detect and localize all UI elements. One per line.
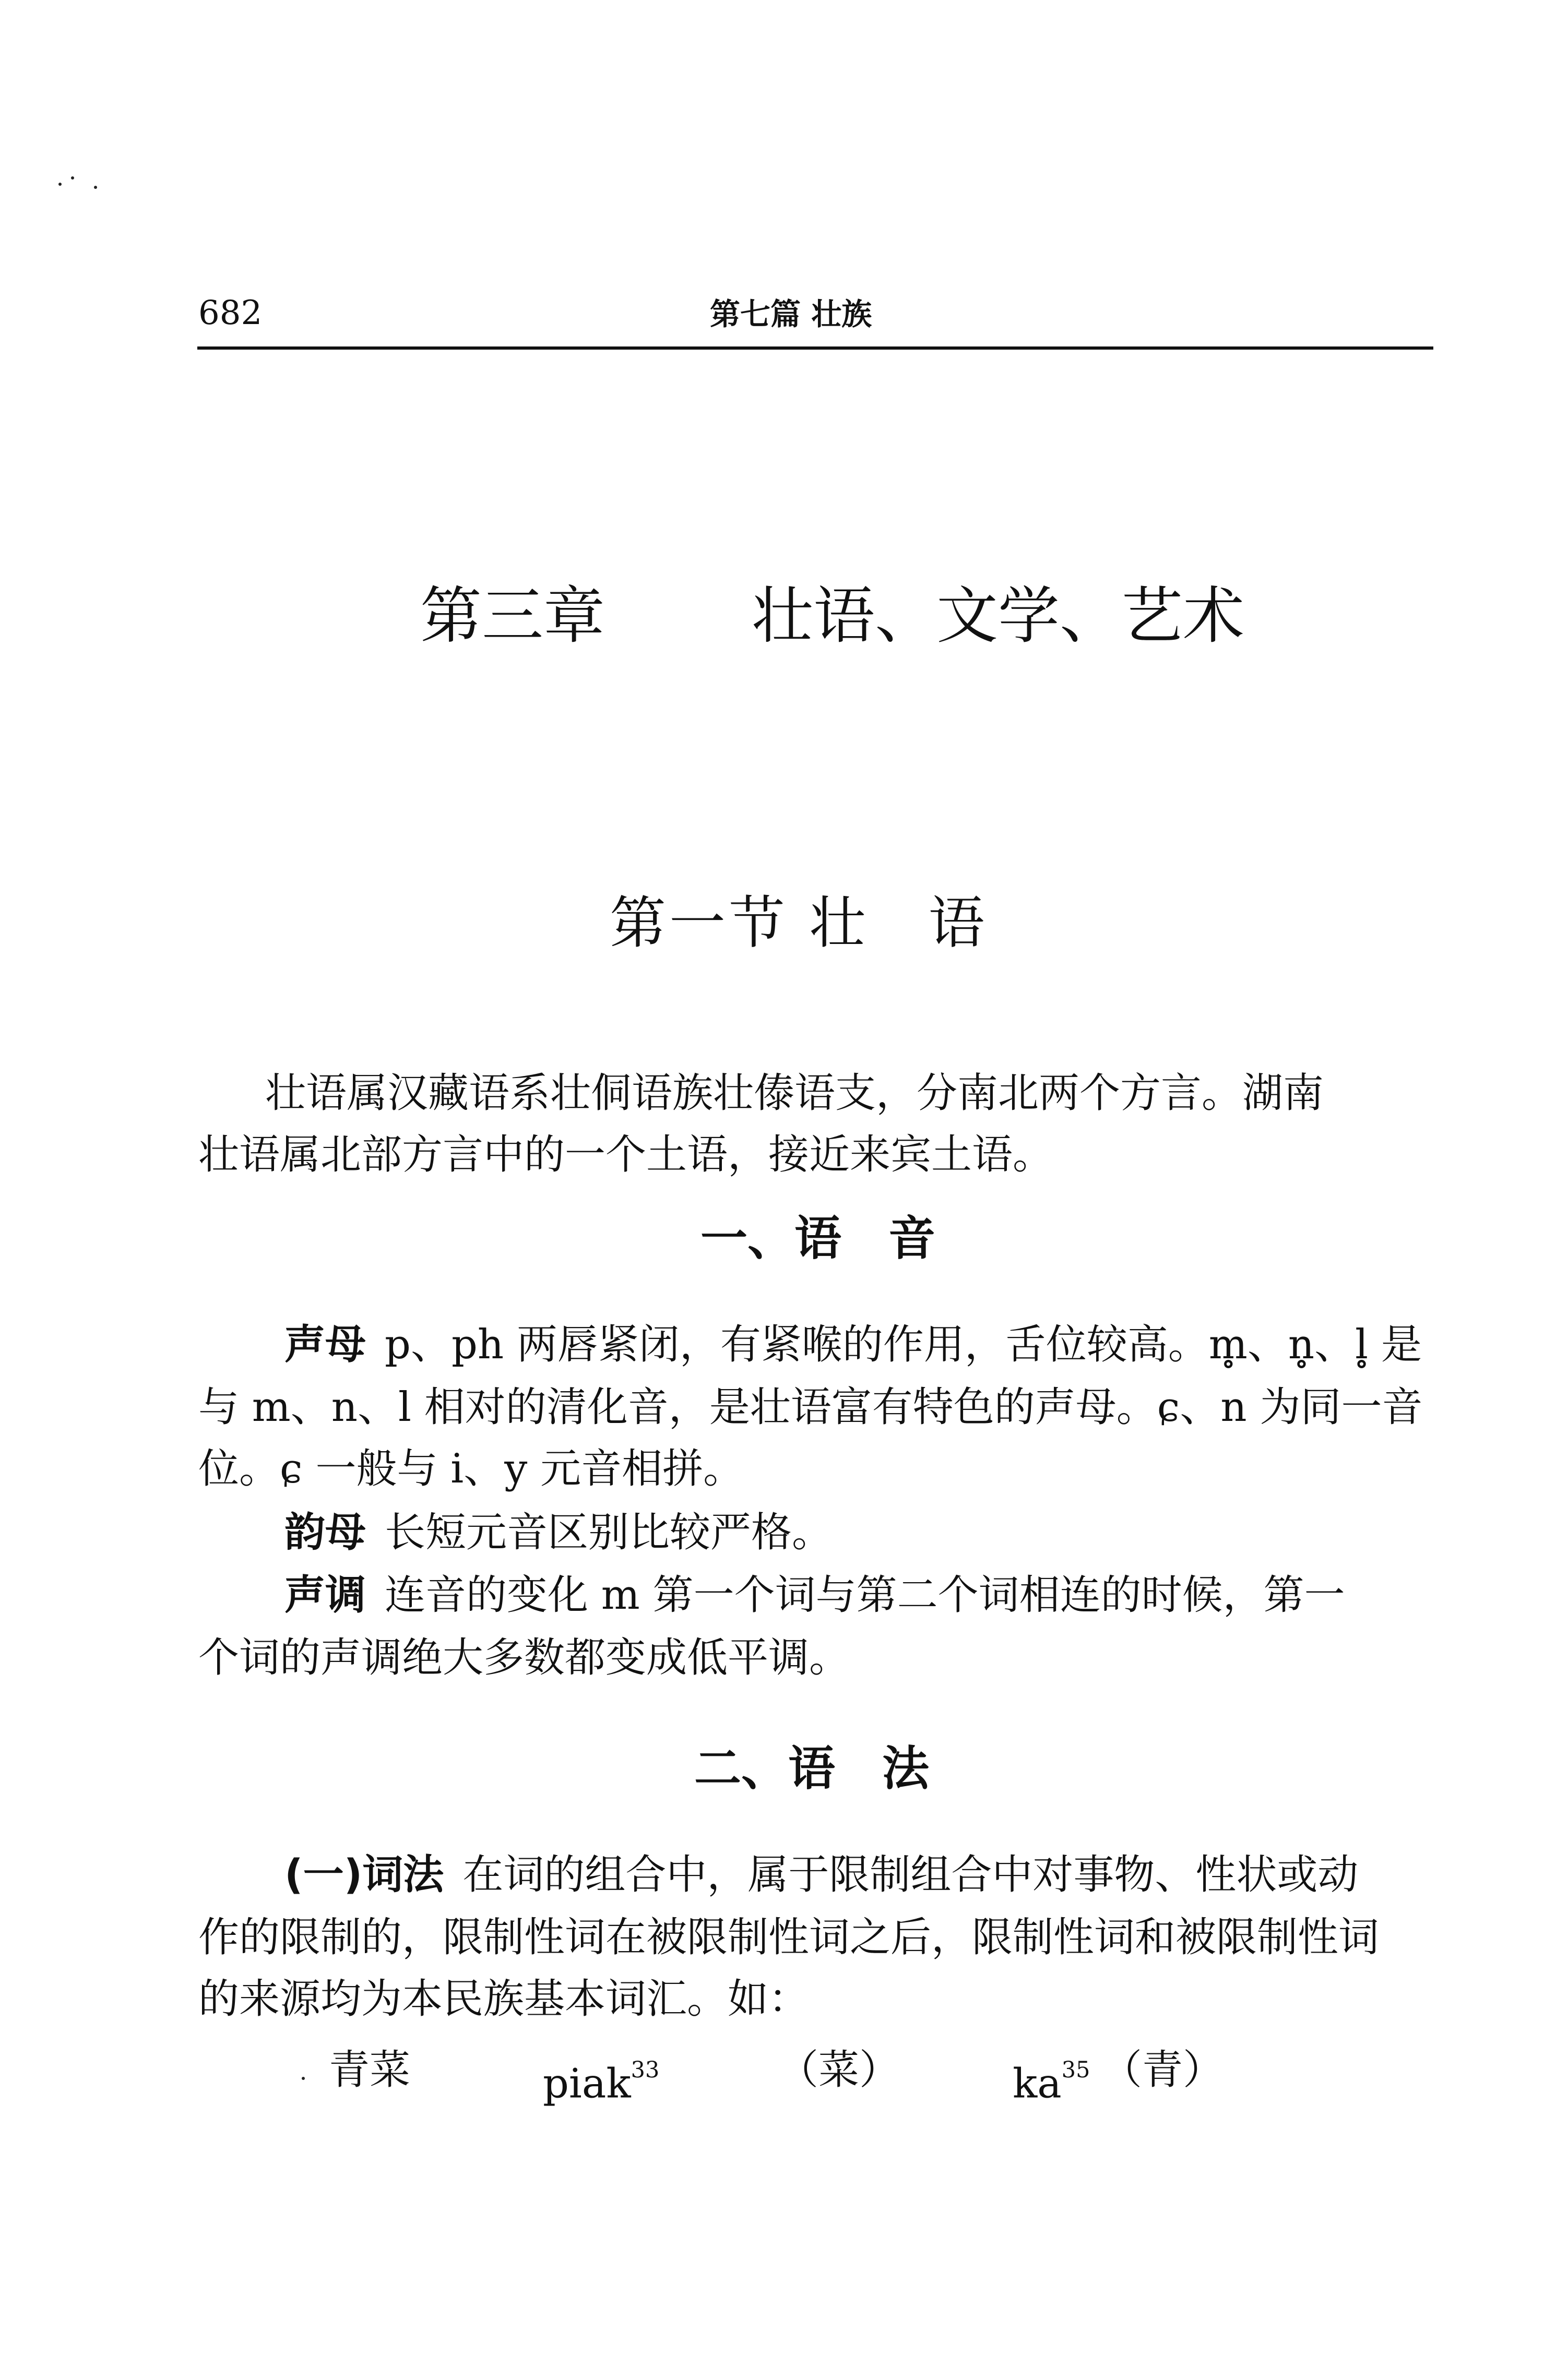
morph-line-2: 作的限制的，限制性词在被限制性词之后，限制性词和被限制性词 [198, 1914, 1380, 1961]
scan-speck [302, 2077, 305, 2080]
tones-line-2: 个词的声调绝大多数都变成低平调。 [198, 1634, 850, 1681]
header-rule [197, 346, 1433, 350]
initials-line-2: 与 m、n、l 相对的清化音，是壮语富有特色的声母。ɕ、n 为同一音 [198, 1384, 1423, 1431]
running-head: 第七篇 壮族 [710, 296, 872, 332]
section-title: 第一节 壮 语 [610, 891, 988, 956]
example-meaning-1: （菜） [778, 2047, 900, 2094]
morph-line-1 [284, 1846, 1519, 1904]
page-number: 682 [198, 294, 263, 332]
tones-text-1: 连音的变化 m 第一个词与第二个词相连的时候，第一 [385, 1572, 1345, 1619]
chapter-number: 第三章 [420, 580, 605, 652]
intro-line-1: 壮语属汉藏语系壮侗语族壮傣语支，分南北两个方言。湖南 [265, 1070, 1324, 1117]
morph-line-3: 的来源均为本民族基本词汇。如： [198, 1976, 810, 2023]
example-word-2 [1013, 2041, 1090, 2113]
example-meaning-2: （青） [1101, 2047, 1224, 2094]
scan-speck [94, 186, 97, 189]
intro-line-2: 壮语属北部方言中的一个土语，接近来宾土语。 [198, 1131, 1054, 1178]
tones-term: 声调 [284, 1572, 366, 1619]
initials-line-3: 位。ɕ 一般与 i、y 元音相拼。 [198, 1445, 744, 1492]
scan-speck [58, 183, 62, 186]
phonetics-heading: 一、语 音 [700, 1211, 935, 1266]
tones-line-1 [284, 1566, 1519, 1624]
scan-speck [71, 176, 74, 180]
example-word-1-text: piak [543, 2060, 631, 2108]
initials-text-1: p、ph 两唇紧闭，有紧喉的作用，舌位较高。m̥、n̥、l̥ 是 [385, 1321, 1422, 1368]
chapter-title: 壮语、文学、艺术 [752, 580, 1245, 652]
grammar-heading: 二、语 法 [694, 1741, 929, 1796]
finals-text: 长短元音区别比较严格。 [385, 1509, 833, 1556]
example-tone-2: 35 [1061, 2057, 1090, 2083]
initials-line-1 [284, 1316, 1519, 1373]
example-tone-1: 33 [631, 2057, 660, 2083]
morph-text-1: 在词的组合中，属于限制组合中对事物、性状或动 [462, 1851, 1359, 1898]
morphology-term: (一)词法 [284, 1851, 444, 1898]
example-word-2-text: ka [1013, 2060, 1062, 2108]
initials-term: 声母 [284, 1321, 366, 1368]
example-word-1 [543, 2041, 659, 2113]
example-gloss: 青菜 [329, 2047, 411, 2094]
finals-term: 韵母 [284, 1509, 366, 1556]
finals-line [284, 1504, 1519, 1561]
